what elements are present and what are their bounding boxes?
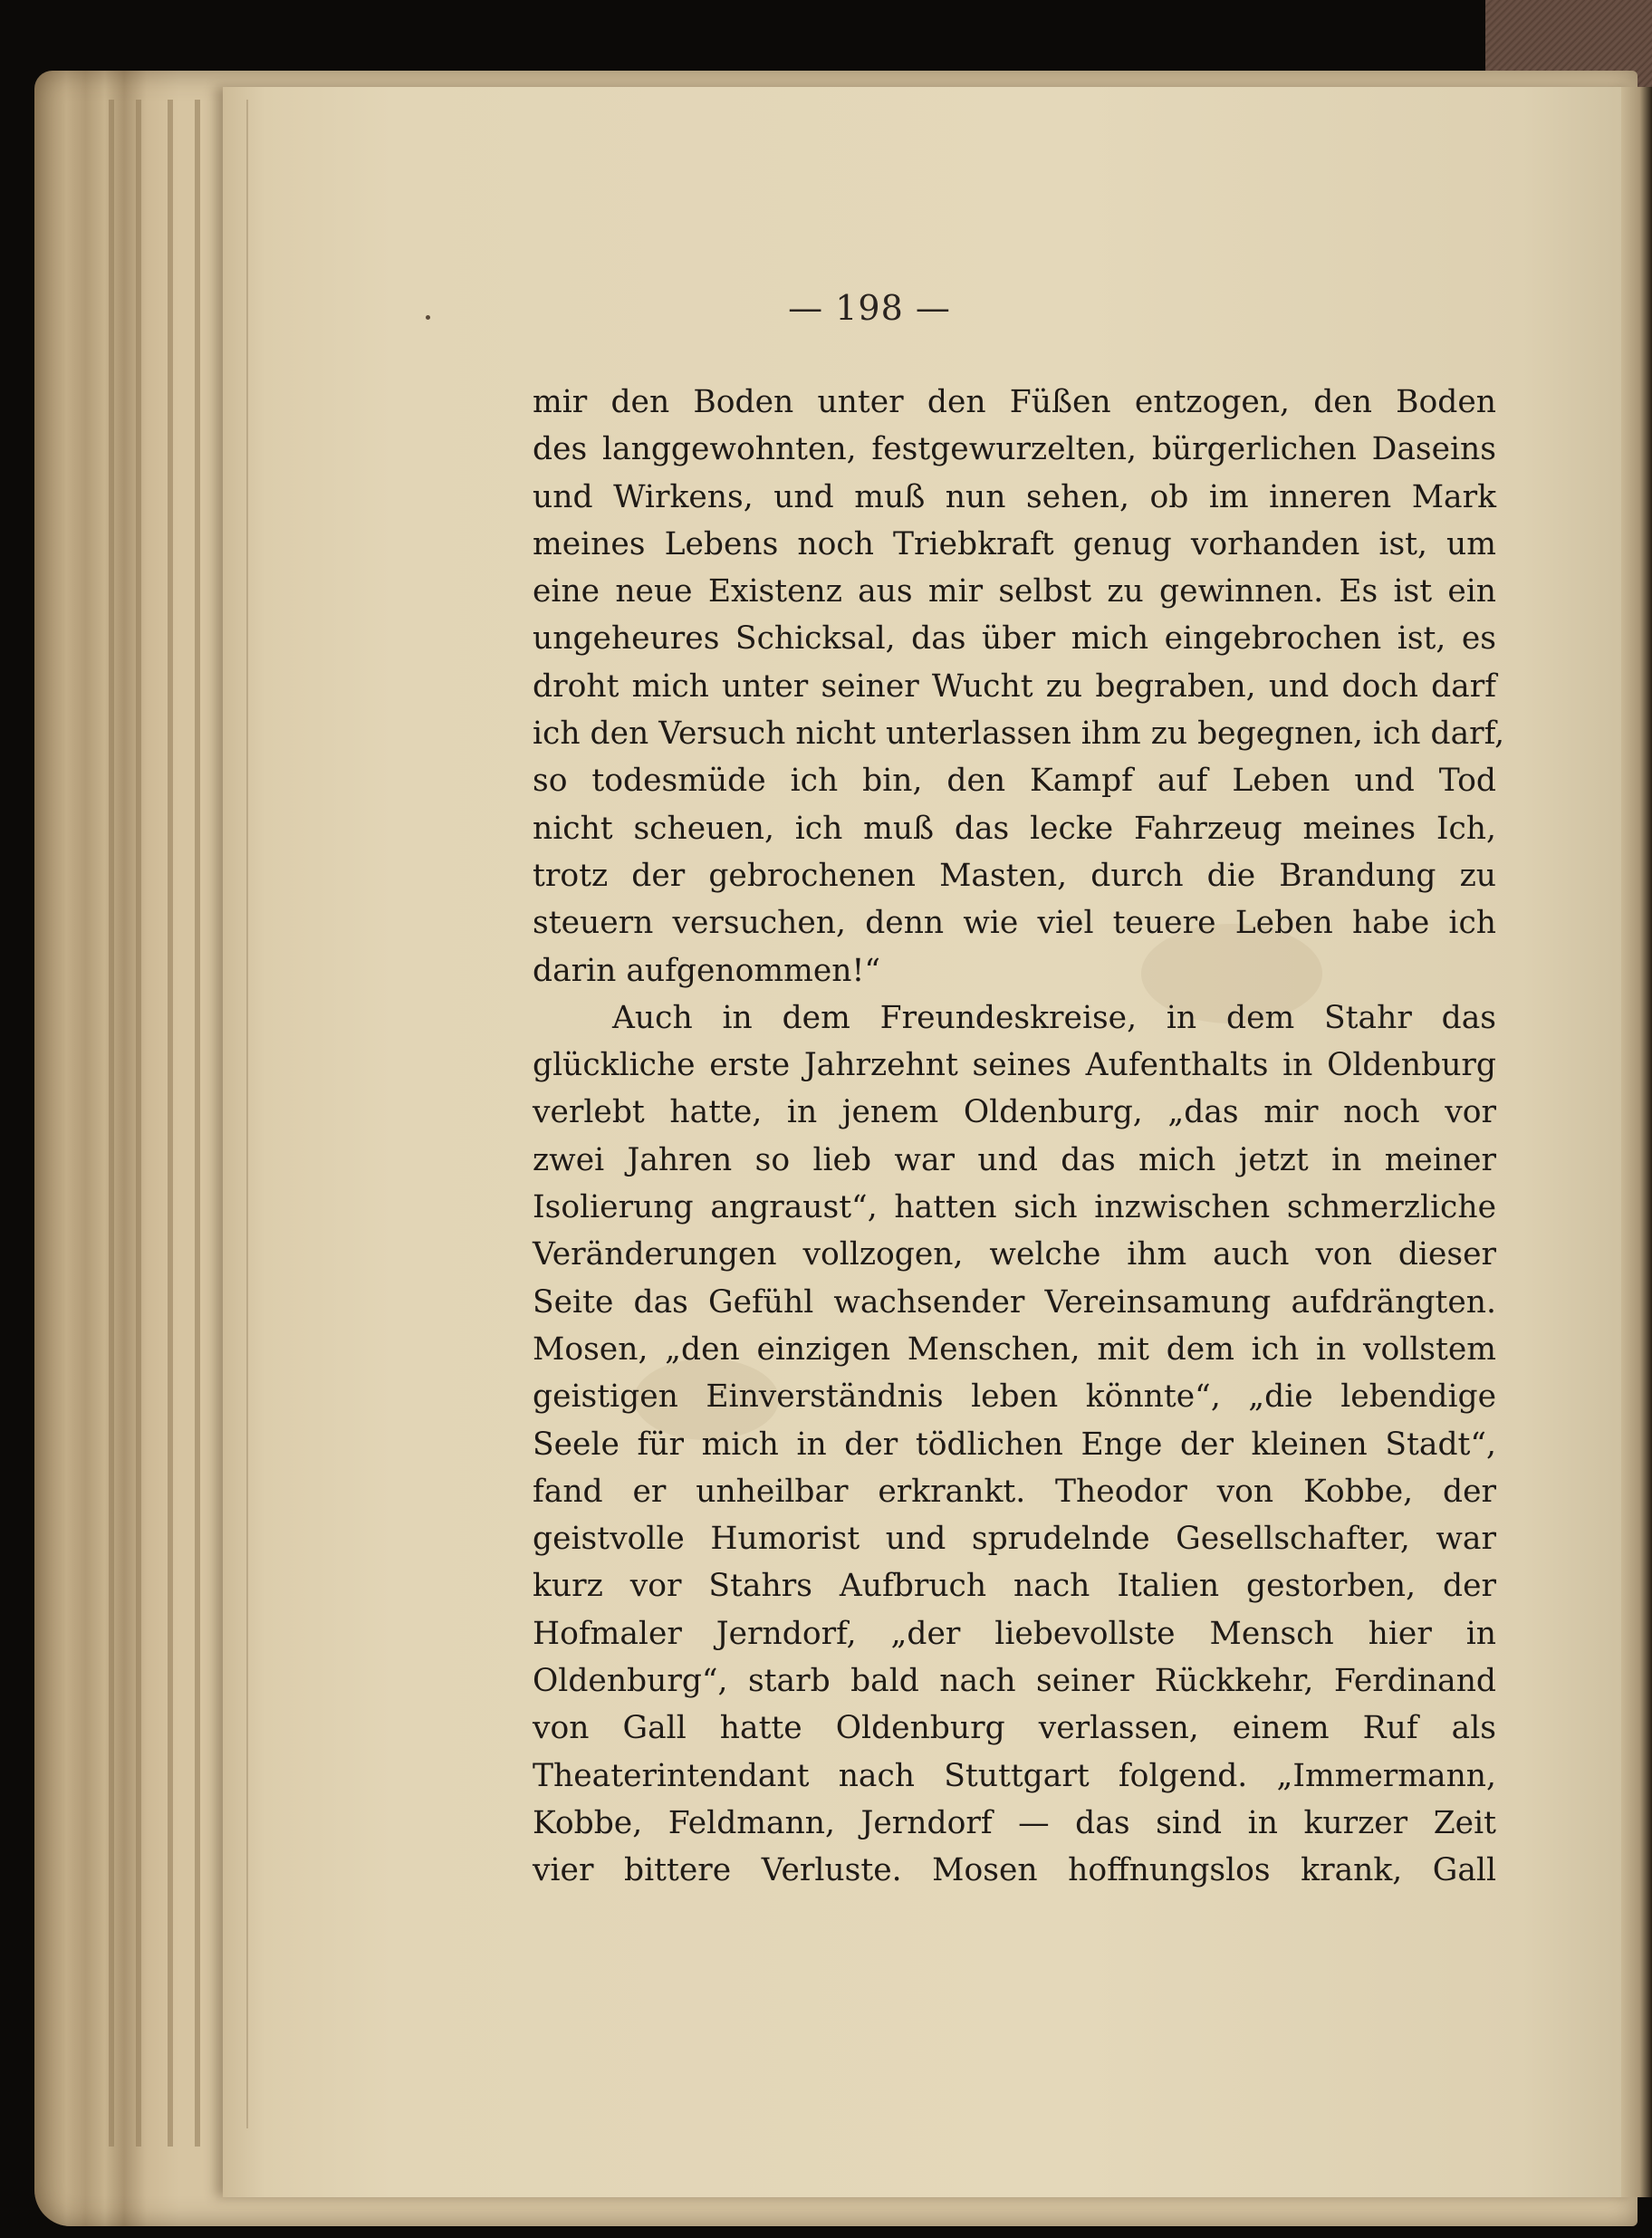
text-line: fand er unheilbar erkrankt. Theodor von Kobbe, der — [533, 1473, 1496, 1510]
text-line: so todesmüde ich bin, den Kampf auf Leben und Tod — [533, 763, 1496, 800]
text-line: vier bittere Verluste. Mosen hoffnungslos krank, Gall — [533, 1852, 1496, 1889]
text-line: ich den Versuch nicht unterlassen ihm zu begegnen, ich darf, — [533, 716, 1505, 753]
stack-edge-line — [109, 100, 114, 2147]
text-line: meines Lebens noch Triebkraft genug vorhanden ist, um — [533, 525, 1496, 562]
text-line: Mosen, „den einzigen Menschen, mit dem ich in vollstem — [533, 1330, 1496, 1368]
ink-dot — [426, 315, 430, 320]
page-inner-edge — [246, 100, 248, 2128]
text-line: Seele für mich in der tödlichen Enge der kleinen Stadt“, — [533, 1426, 1496, 1463]
text-line: zwei Jahren so lieb war und das mich jetzt in meiner — [533, 1141, 1496, 1178]
text-line: Theaterintendant nach Stuttgart folgend. „Immermann, — [533, 1757, 1496, 1794]
text-line: Kobbe, Feldmann, Jerndorf — das sind in kurzer Zeit — [533, 1804, 1496, 1841]
text-line: geistigen Einverständnis leben könnte“, „die lebendige — [533, 1378, 1496, 1416]
text-line: kurz vor Stahrs Aufbruch nach Italien gestorben, der — [533, 1568, 1496, 1605]
text-line: nicht scheuen, ich muß das lecke Fahrzeug meines Ich, — [533, 810, 1496, 847]
text-line: eine neue Existenz aus mir selbst zu gewinnen. Es ist ein — [533, 573, 1496, 610]
text-line: des langgewohnten, festgewurzelten, bürgerlichen Daseins — [533, 431, 1496, 468]
text-line: und Wirkens, und muß nun sehen, ob im inneren Mark — [533, 478, 1496, 515]
text-line: steuern versuchen, denn wie viel teuere Leben habe ich — [533, 905, 1496, 942]
text-line: mir den Boden unter den Füßen entzogen, den Boden — [533, 384, 1496, 420]
text-line: glückliche erste Jahrzehnt seines Aufenthalts in Oldenburg — [533, 1047, 1496, 1084]
text-line: Oldenburg“, starb bald nach seiner Rückkehr, Ferdinand — [533, 1663, 1496, 1700]
text-line: ungeheures Schicksal, das über mich eingebrochen ist, es — [533, 620, 1496, 658]
stack-edge-line — [195, 100, 200, 2147]
text-line: Isolierung angraust“, hatten sich inzwischen schmerzliche — [533, 1189, 1496, 1226]
text-line: Veränderungen vollzogen, welche ihm auch von dieser — [533, 1236, 1496, 1273]
stack-edge-line — [136, 100, 141, 2147]
text-line: Hofmaler Jerndorf, „der liebevollste Mensch hier in — [533, 1615, 1496, 1652]
text-line: von Gall hatte Oldenburg verlassen, einem Ruf als — [533, 1710, 1496, 1747]
text-line: darin aufgenommen!“ — [533, 952, 880, 989]
text-line: droht mich unter seiner Wucht zu begraben, und doch darf — [533, 668, 1496, 705]
page-text — [533, 379, 1505, 1895]
stack-edge-line — [168, 100, 173, 2147]
text-line: Seite das Gefühl wachsender Vereinsamung aufdrängten. — [533, 1283, 1496, 1321]
text-line: trotz der gebrochenen Masten, durch die Brandung zu — [533, 857, 1496, 894]
text-line: verlebt hatte, in jenem Oldenburg, „das mir noch vor — [533, 1094, 1496, 1131]
text-line: Auch in dem Freundeskreise, in dem Stahr das — [612, 999, 1496, 1036]
text-line: geistvolle Humorist und sprudelnde Gesellschafter, war — [533, 1521, 1496, 1558]
page-number: — 198 — — [788, 288, 951, 328]
right-gutter — [1621, 87, 1652, 2197]
